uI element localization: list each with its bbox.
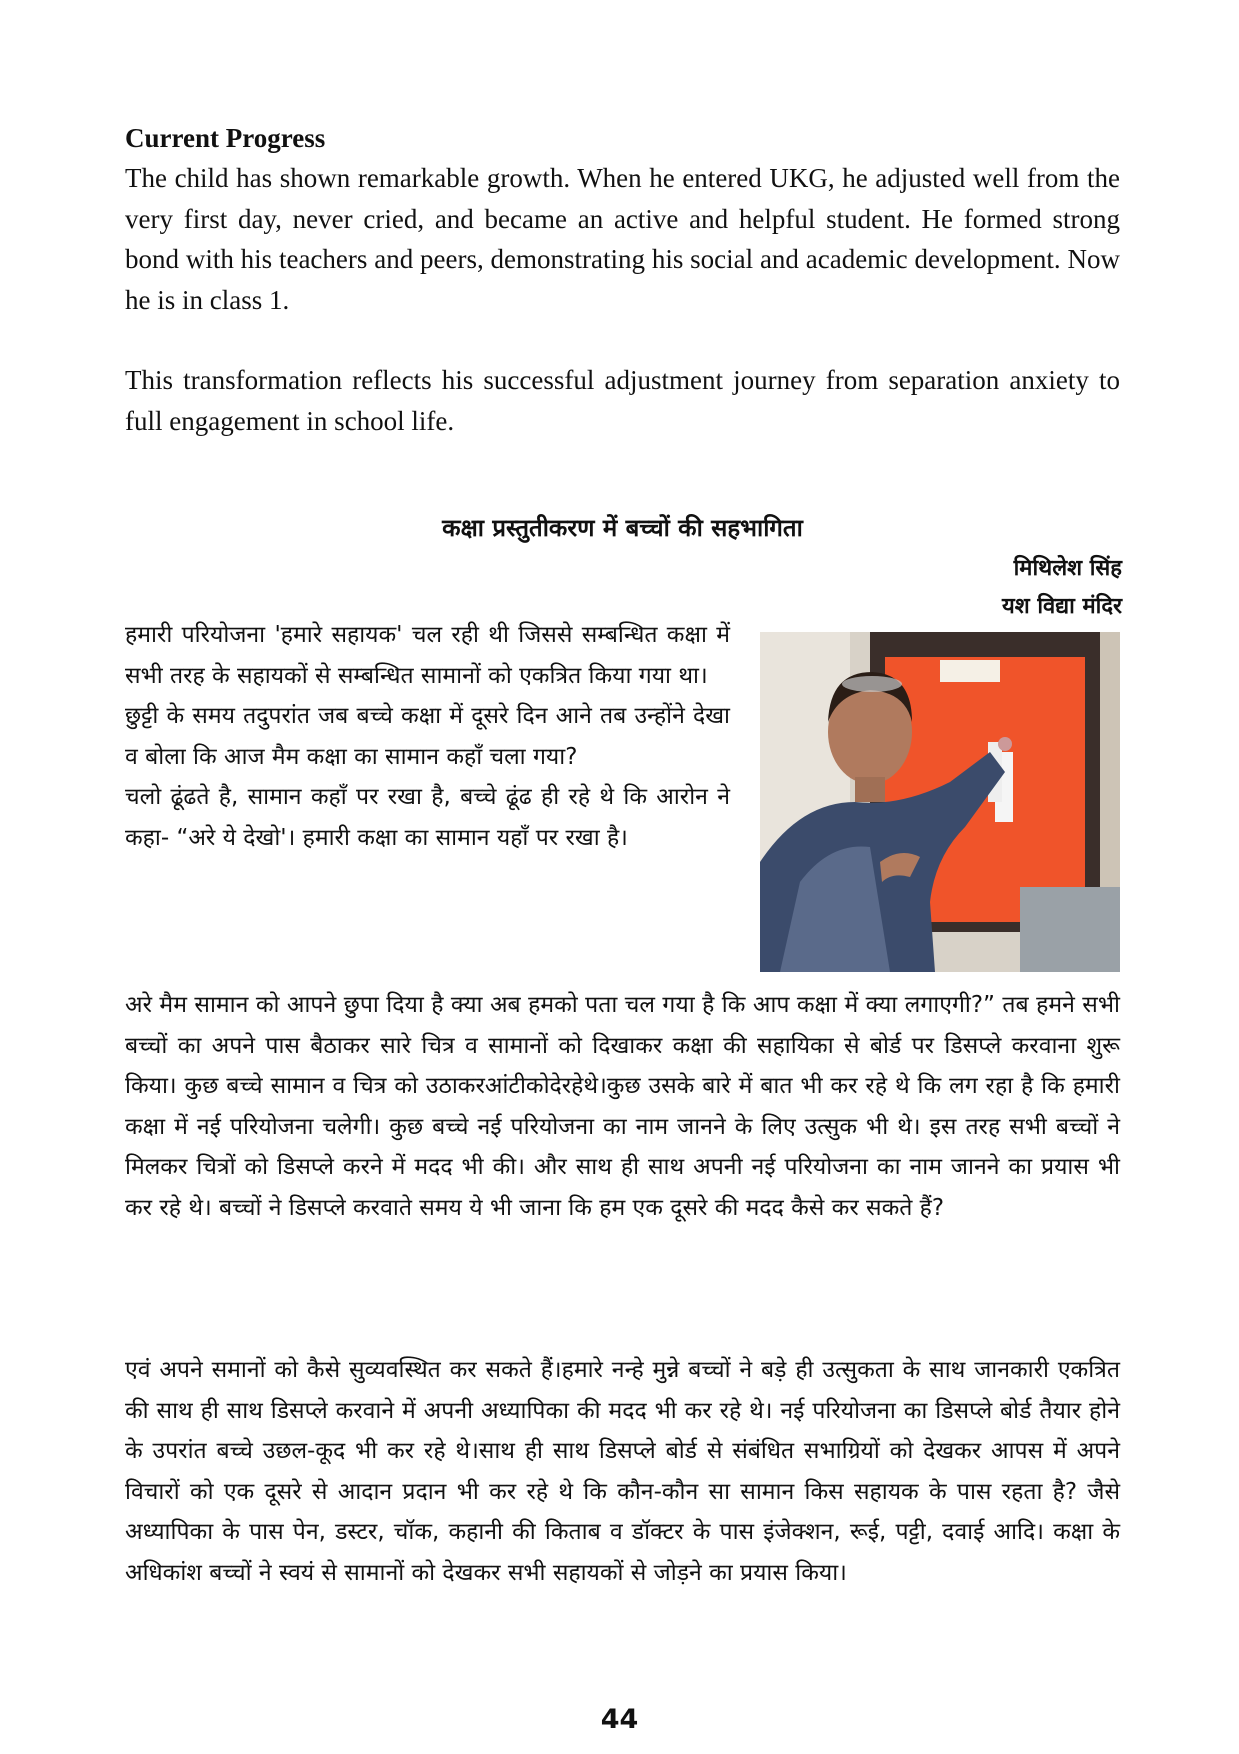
teacher-photo — [760, 632, 1120, 972]
progress-paragraph-2: This transformation reflects his successful adjustment journey from separation anxiety to full engagement in school life. — [125, 365, 1120, 436]
author-school: यश विद्या मंदिर — [1001, 594, 1122, 619]
article-paragraph-2: छुट्टी के समय तदुपरांत जब बच्चे कक्षा में दूसरे दिन आने तब उन्होंने देखा व बोला कि आज मैम कक्षा का सामान कहाँ चला गया? — [125, 703, 730, 770]
article-paragraph-5: एवं अपने समानों को कैसे सुव्यवस्थित कर सकते हैं।हमारे नन्हे मुन्ने बच्चों ने बड़े ही उत्सुकता के साथ जानकारी एकत्रित की साथ ही साथ डिसप्ले करवाने में अपनी अध्यापिका की मदद भी कर रहे थे। नई परियोजना का डिसप्ले बोर्ड तैयार होने के उपरांत बच्चे उछल-कूद भी कर रहे थे।साथ ही साथ डिसप्ले बोर्ड से संबंधित सभाग्रियों को देखकर आपस में अपने विचारों को एक दूसरे से आदान प्रदान भी कर रहे थे कि कौन-कौन सा सामान किस सहायक के पास रहता है? जैसे अध्यापिका के पास पेन, डस्टर, चॉक, कहानी की किताब व डॉक्टर के पास इंजेक्शन, रूई, पट्टी, दवाई आदि। कक्षा के अधिकांश बच्चों ने स्वयं से सामानों को देखकर सभी सहायकों से जोड़ने का प्रयास किया। — [125, 1357, 1120, 1586]
article-paragraph-4: अरे मैम सामान को आपने छुपा दिया है क्या अब हमको पता चल गया है कि आप कक्षा में क्या लगाएगी?” तब हमने सभी बच्चों का अपने पास बैठाकर सारे चित्र व सामानों को दिखाकर कक्षा की सहायिका से बोर्ड पर डिसप्ले करवाना शुरू किया। कुछ बच्चे सामान व चित्र को उठाकरआंटीकोदेरहेथे।कुछ उसके बारे में बात भी कर रहे थे कि लग रहा है कि हमारी कक्षा में नई परियोजना चलेगी। कुछ बच्चे नई परियोजना का नाम जानने के लिए उत्सुक भी थे। इस तरह सभी बच्चों ने मिलकर चित्रों को डिसप्ले करने में मदद भी की। और साथ ही साथ अपनी नई परियोजना का नाम जानने का प्रयास भी कर रहे थे। बच्चों ने डिसप्ले करवाते समय ये भी जाना कि हम एक दूसरे की मदद कैसे कर सकते हैं? — [125, 992, 1120, 1221]
author-name: मिथिलेश सिंह — [1013, 556, 1122, 581]
article-title: कक्षा प्रस्तुतीकरण में बच्चों की सहभागिता — [442, 514, 803, 542]
progress-paragraph-1: The child has shown remarkable growth. When he entered UKG, he adjusted well from the very first day, never cried, and became an active and helpful student. He formed strong bond with his teachers and peers, demonstrating his social and academic development. Now he is in class 1. — [125, 163, 1120, 315]
page-number: 44 — [600, 1704, 639, 1735]
article-paragraph-1: हमारी परियोजना 'हमारे सहायक' चल रही थी जिससे सम्बन्धित कक्षा में सभी तरह के सहायकों से सम्बन्धित सामानों को एकत्रित किया गया था। — [125, 622, 730, 689]
article-paragraph-3: चलो ढूंढते है, सामान कहाँ पर रखा है, बच्चे ढूंढ ही रहे थे कि आरोन ने कहा- “अरे ये देखो'। हमारी कक्षा का सामान यहाँ पर रखा है। — [125, 784, 730, 851]
article-left-column — [125, 615, 730, 858]
current-progress-heading: Current Progress — [125, 123, 326, 153]
